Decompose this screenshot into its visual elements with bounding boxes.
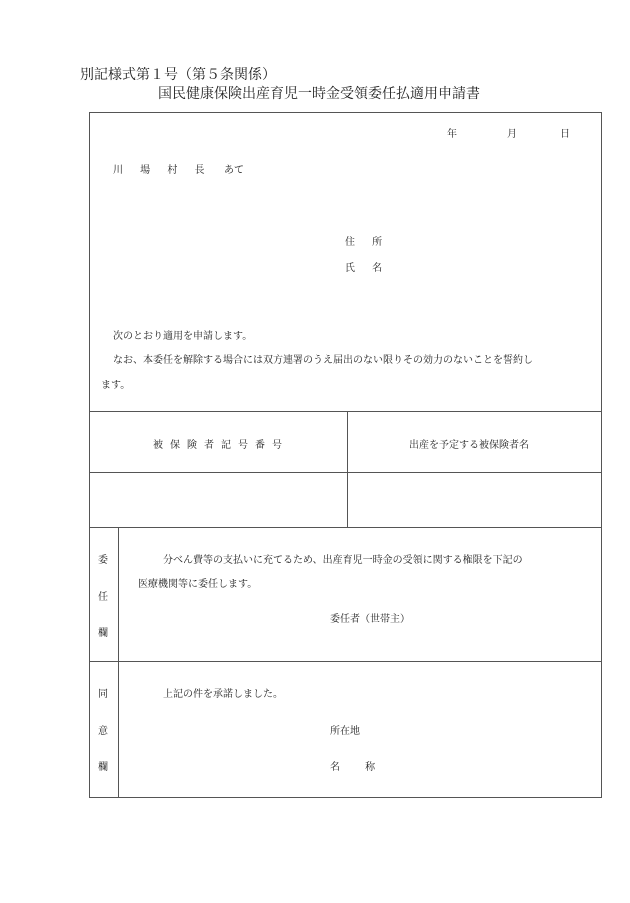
applicant-address-label: 住 所 [345,237,390,248]
delegation-side-char: 任 [98,592,108,603]
divider [90,472,601,473]
consent-side-char: 欄 [98,762,108,773]
delegation-side-char: 欄 [98,628,108,639]
addressee-name: 川 場 村 長 [113,165,212,176]
insured-number-header: 被保険者記号番号 [153,440,289,451]
consent-text: 上記の件を承諾しました。 [163,689,283,700]
statement-line-3: ます。 [101,380,131,391]
table-column-divider [347,411,348,527]
delegator-label: 委任者（世帯主） [330,614,410,625]
divider [90,411,601,412]
addressee-suffix: あて [224,165,244,176]
delegation-text-line-2: 医療機関等に委任します。 [138,579,258,590]
applicant-name-label: 氏 名 [345,263,390,274]
divider [90,661,601,662]
side-column-divider [118,527,119,797]
divider [90,527,601,528]
institution-name-label: 名 称 [330,762,387,773]
application-form-box [89,112,602,798]
consent-side-char: 同 [98,689,108,700]
date-year-label: 年 [447,129,457,140]
date-month-label: 月 [507,129,517,140]
delegation-side-char: 委 [98,555,108,566]
consent-side-char: 意 [98,726,108,737]
institution-location-label: 所在地 [330,726,360,737]
statement-line-2: なお、本委任を解除する場合には双方連署のうえ届出のない限りその効力のないことを誓約し [113,355,533,366]
date-day-label: 日 [560,129,570,140]
form-title: 国民健康保険出産育児一時金受領委任払適用申請書 [158,86,480,102]
delegation-text-line-1: 分べん費等の支払いに充てるため、出産育児一時金の受領に関する権限を下記の [163,555,523,566]
insured-name-header: 出産を予定する被保険者名 [409,440,529,451]
statement-line-1: 次のとおり適用を申請します。 [113,331,253,342]
form-number-label: 別記様式第１号（第５条関係） [80,67,276,83]
